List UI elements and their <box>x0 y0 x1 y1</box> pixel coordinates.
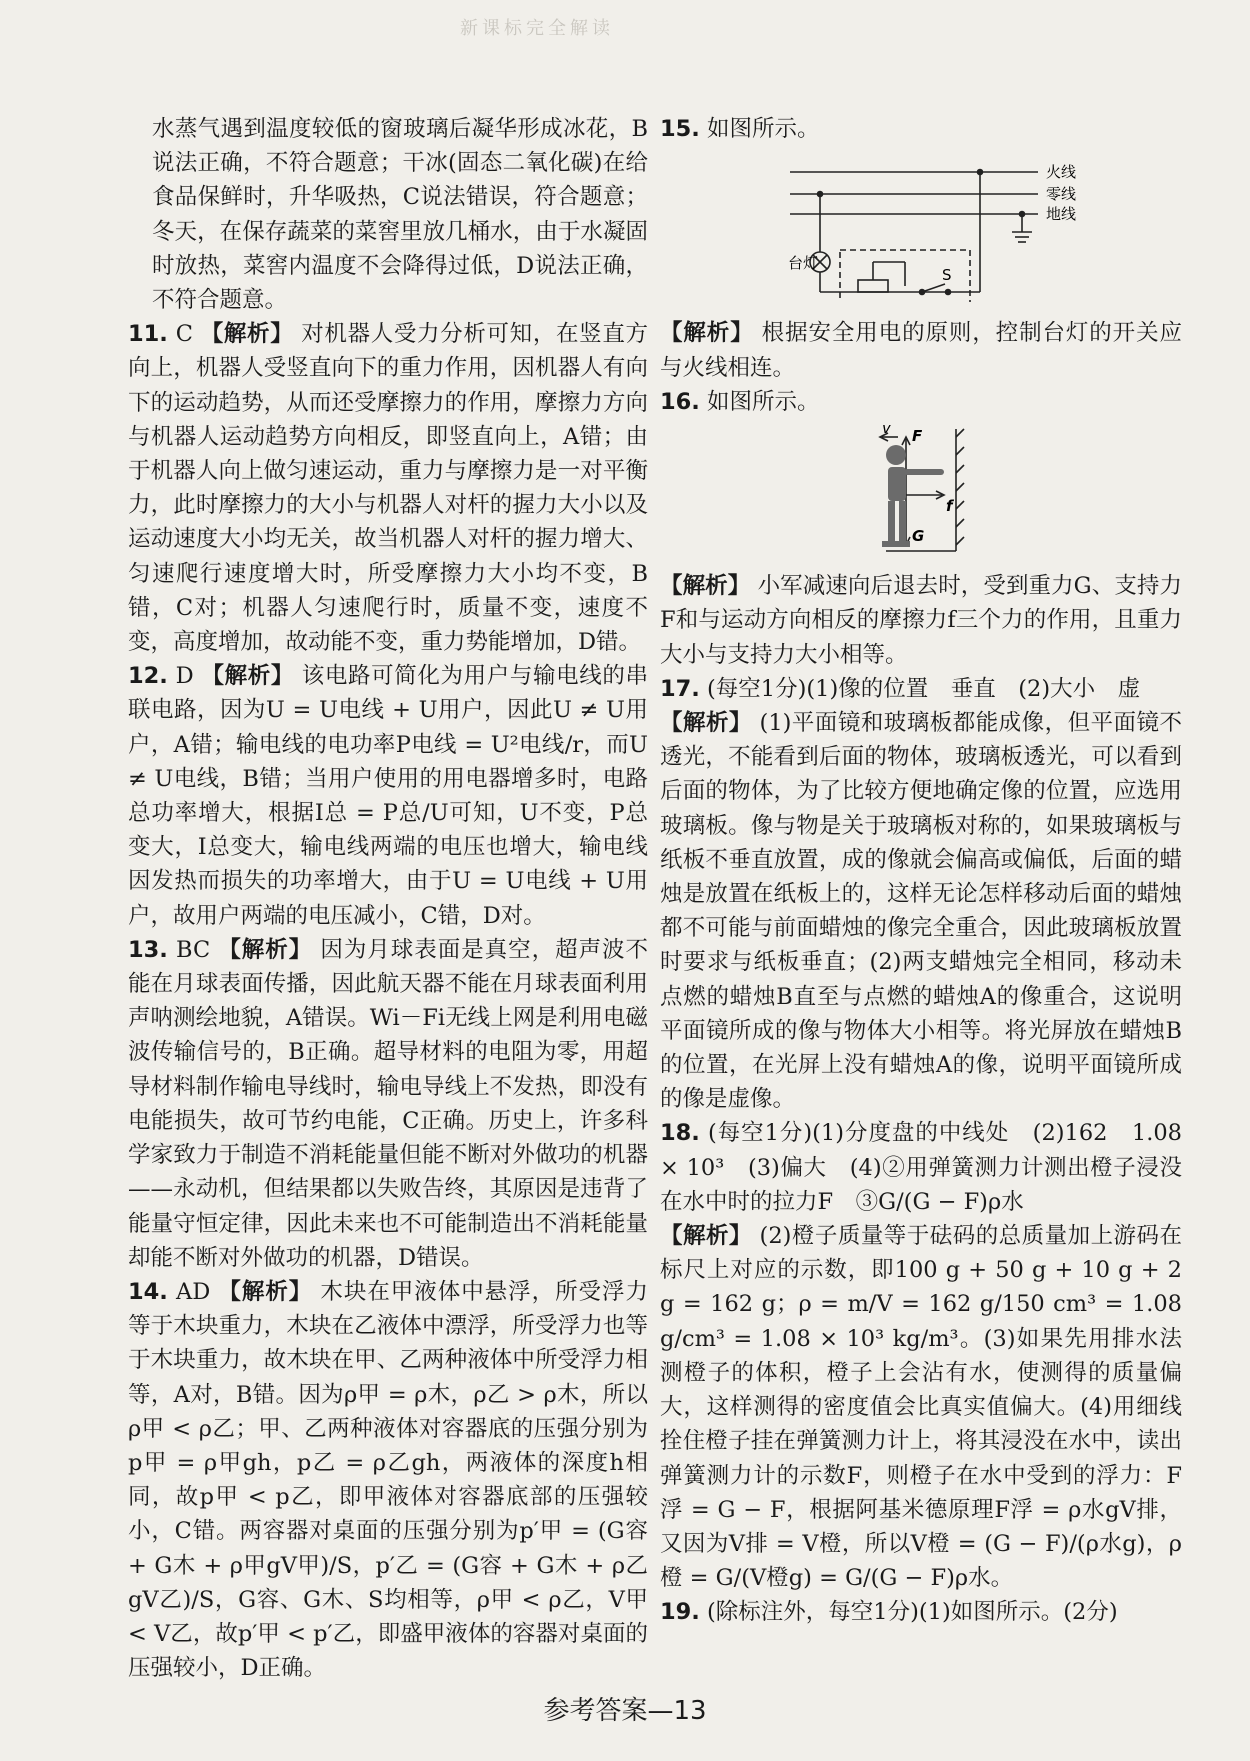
q16-analysis <box>660 569 1182 672</box>
lamp-label: 台灯 <box>788 254 819 273</box>
q18-tag: 【解析】 <box>660 1223 752 1250</box>
rheostat-icon <box>858 280 888 292</box>
q14-tag: 【解析】 <box>218 1278 313 1305</box>
q12-text: 该电路可简化为用户与输电线的串联电路，因为U = U电线 + U用户，因此U ≠ U用户，A错；输电线的电功率P电线 = U²电线/r，而U ≠ U电线，B错；当用户使用的用电器增多时，电路总功率增大，根据I总 = P总/U可知，U不变，P总变大，I总变大，输电线两端的电压也增大，输电线因发热而损失的功率增大，由于U = U电线 + U用户，故用户两端的电压减小，C错，D对。 <box>128 663 648 929</box>
q15-number: 15. <box>660 116 700 142</box>
q19 <box>660 1595 1182 1629</box>
circuit-diagram <box>660 152 1180 302</box>
left-column <box>128 112 648 1685</box>
G-label: G <box>912 527 925 546</box>
q17-tag: 【解析】 <box>660 710 752 737</box>
q17-analysis <box>660 706 1182 1116</box>
q12-number: 12. <box>128 663 168 690</box>
q16-number: 16. <box>660 388 700 415</box>
q16-tag: 【解析】 <box>660 573 751 600</box>
q16 <box>660 385 1182 419</box>
q17-number: 17. <box>660 675 700 702</box>
q13-tag: 【解析】 <box>218 936 313 963</box>
q11-text: 对机器人受力分析可知，在竖直方向上，机器人受竖直向下的重力作用，因机器人有向下的运动趋势，从而还受摩擦力的作用，摩擦力方向与机器人运动趋势方向相反，即竖直向上，A错；由于机器人向上做匀速运动，重力与摩擦力是一对平衡力，此时摩擦力的大小与机器人对杆的握力大小以及运动速度大小均无关，故当机器人对杆的握力增大、匀速爬行速度增大时，所受摩擦力大小均不变，B错，C对；机器人匀速爬行时，质量不变，速度不变，高度增加，故动能不变，重力势能增加，D错。 <box>128 321 649 656</box>
q18-answer: (每空1分)(1)分度盘的中线处 (2)162 1.08 × 10³ (3)偏大 (4)②用弹簧测力计测出橙子浸没在水中时的拉力F ③G/(G − F)ρ水 <box>660 1120 1182 1215</box>
q18 <box>660 1116 1182 1219</box>
q15-jx: 根据安全用电的原则，控制台灯的开关应与火线相连。 <box>660 320 1182 381</box>
q13-number: 13. <box>128 936 168 963</box>
q13-answer: BC <box>176 936 211 963</box>
q11-answer: C <box>175 321 193 348</box>
q11 <box>128 317 648 659</box>
q16-jx: 小军减速向后退去时，受到重力G、支持力F和与运动方向相反的摩擦力f三个力的作用，且重力大小与支持力大小相等。 <box>660 573 1182 668</box>
q15 <box>660 112 1182 146</box>
q11-number: 11. <box>128 321 168 348</box>
q15-circuit-figure <box>660 152 1182 312</box>
q16-force-figure <box>660 425 1182 565</box>
page-footer: 参考答案—13 <box>543 1696 707 1726</box>
q11-tag: 【解析】 <box>200 321 294 348</box>
right-column <box>660 112 1182 1630</box>
switch-label: S <box>942 266 952 285</box>
q15-tag: 【解析】 <box>660 320 754 347</box>
q18-number: 18. <box>660 1120 700 1147</box>
q17-answer: (每空1分)(1)像的位置 垂直 (2)大小 虚 <box>707 675 1141 702</box>
q10-continuation: 水蒸气遇到温度较低的窗玻璃后凝华形成冰花，B说法正确，不符合题意；干冰(固态二氧化碳)在给食品保鲜时，升华吸热，C说法错误，符合题意；冬天，在保存蔬菜的菜窖里放几桶水，由于水凝固时放热，菜窖内温度不会降得过低，D说法正确，不符合题意。 <box>152 116 648 314</box>
v-label: v <box>882 425 891 438</box>
ground-label: 地线 <box>1046 205 1077 224</box>
q12-answer: D <box>175 663 194 690</box>
switch-icon <box>922 284 945 292</box>
faint-header: 新课标完全解读 <box>460 18 614 39</box>
live-label: 火线 <box>1046 163 1077 182</box>
q15-text: 如图所示。 <box>707 116 820 142</box>
q14 <box>128 1275 648 1685</box>
q16-text: 如图所示。 <box>707 388 820 415</box>
q18-analysis <box>660 1219 1182 1595</box>
q13-text: 因为月球表面是真空，超声波不能在月球表面传播，因此航天器不能在月球表面利用声呐测绘地貌，A错误。Wi－Fi无线上网是利用电磁波传输信号的，B正确。超导材料的电阻为零，用超导材料制作输电导线时，输电导线上不发热，即没有电能损失，故可节约电能，C正确。历史上，许多科学家致力于制造不消耗能量但能不断对外做功的机器——永动机，但结果都以失败告终，其原因是违背了能量守恒定律，因此未来也不可能制造出不消耗能量却能不断对外做功的机器，D错误。 <box>128 936 649 1271</box>
q17 <box>660 672 1182 706</box>
q14-answer: AD <box>175 1278 211 1305</box>
q14-number: 14. <box>128 1278 168 1305</box>
q15-analysis <box>660 316 1182 384</box>
q17-jx: (1)平面镜和玻璃板都能成像，但平面镜不透光，不能看到后面的物体，玻璃板透光，可以看到后面的物体，为了比较方便地确定像的位置，应选用玻璃板。像与物是关于玻璃板对称的，如果玻璃板与纸板不垂直放置，成的像就会偏高或偏低，后面的蜡烛是放置在纸板上的，这样无论怎样移动后面的蜡烛都不可能与前面蜡烛的像完全重合，因此玻璃板放置时要求与纸板垂直；(2)两支蜡烛完全相同，移动未点燃的蜡烛B直至与点燃的蜡烛A的像重合，这说明平面镜所成的像与物体大小相等。将光屏放在蜡烛B的位置，在光屏上没有蜡烛A的像，说明平面镜所成的像是虚像。 <box>660 710 1182 1113</box>
q14-text: 木块在甲液体中悬浮，所受浮力等于木块重力，木块在乙液体中漂浮，所受浮力也等于木块重力，故木块在甲、乙两种液体中所受浮力相等，A对，B错。因为ρ甲 = ρ木，ρ乙 > ρ木，所以ρ甲 < ρ乙；甲、乙两种液体对容器底的压强分别为p甲 = ρ甲gh，p乙 = ρ乙gh，两液体的深度h相同，故p甲 < p乙，即甲液体对容器底部的压强较小，C错。两容器对桌面的压强分别为p′甲 = (G容 + G木 + ρ甲gV甲)/S，p′乙 = (G容 + G木 + ρ乙gV乙)/S，G容、G木、S均相等，ρ甲 < ρ乙，V甲 < V乙，故p′甲 < p′乙，即盛甲液体的容器对桌面的压强较小，D正确。 <box>128 1278 648 1682</box>
q12-tag: 【解析】 <box>201 663 294 690</box>
force-diagram <box>660 425 1180 555</box>
q19-text: (除标注外，每空1分)(1)如图所示。(2分) <box>707 1599 1118 1626</box>
F-label: F <box>912 427 923 446</box>
q18-jx: (2)橙子质量等于砝码的总质量加上游码在标尺上对应的示数，即100 g + 50 g + 10 g + 2 g = 162 g；ρ = m/V = 162 g/150 cm³ = 1.08 g/cm³ = 1.08 × 10³ kg/m³。(3)如果先用排水法测橙子的体积，橙子上会沾有水，使测得的质量偏大，这样测得的密度值会比真实值偏大。(4)用细线拴住橙子挂在弹簧测力计上，将其浸没在水中，读出弹簧测力计的示数F，则橙子在水中受到的浮力：F浮 = G − F，根据阿基米德原理F浮 = ρ水gV排，又因为V排 = V橙，所以V橙 = (G − F)/(ρ水g)，ρ橙 = G/(V橙g) = G/(G − F)ρ水。 <box>660 1223 1182 1592</box>
q12 <box>128 659 648 933</box>
neutral-label: 零线 <box>1046 185 1077 204</box>
q13 <box>128 933 648 1275</box>
q19-number: 19. <box>660 1599 700 1626</box>
f-label: f <box>946 497 953 516</box>
